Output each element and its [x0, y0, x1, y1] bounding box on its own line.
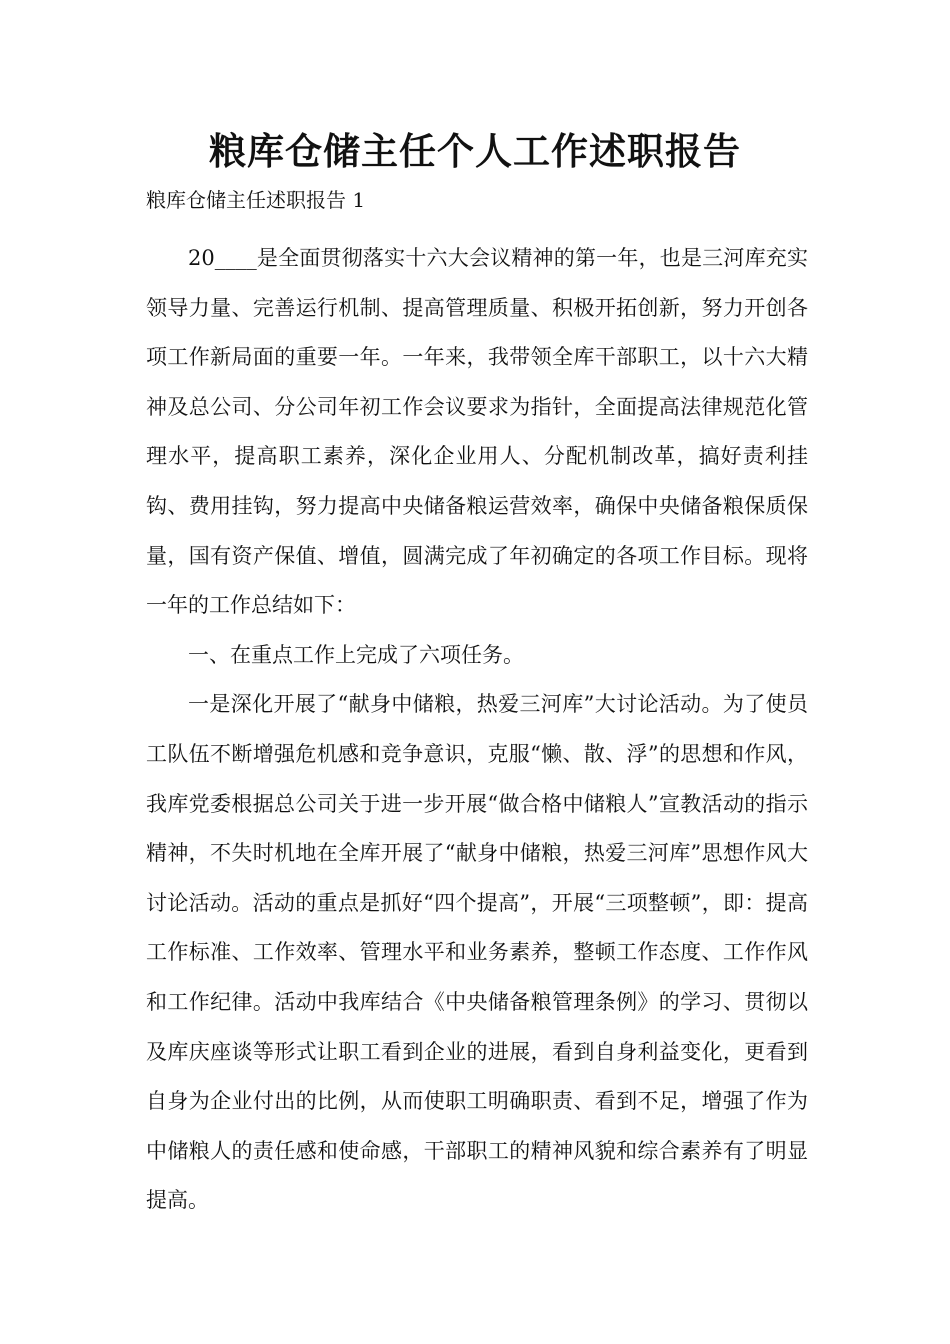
document-subtitle: 粮库仓储主任述职报告 1	[146, 188, 366, 212]
document-body	[146, 234, 808, 1226]
document-title: 粮库仓储主任个人工作述职报告	[209, 130, 741, 173]
paragraph-section-heading: 一、在重点工作上完成了六项任务。	[188, 642, 524, 667]
paragraph-intro: 20____是全面贯彻落实十六大会议精神的第一年，也是三河库充实领导力量、完善运行机制、提高管理质量、积极开拓创新，努力开创各项工作新局面的重要一年。一年来，我带领全库干部职工，以十六大精神及总公司、分公司年初工作会议要求为指针，全面提高法律规范化管理水平，提高职工素养，深化企业用人、分配机制改革，搞好责利挂钩、费用挂钩，努力提高中央储备粮运营效率，确保中央储备粮保质保量，国有资产保值、增值，圆满完成了年初确定的各项工作目标。现将一年的工作总结如下：	[146, 246, 808, 618]
paragraph-task-one: 一是深化开展了“献身中储粮，热爱三河库”大讨论活动。为了使员工队伍不断增强危机感和竞争意识，克服“懒、散、浮”的思想和作风，我库党委根据总公司关于进一步开展“做合格中储粮人”宣教活动的指示精神，不失时机地在全库开展了“献身中储粮，热爱三河库”思想作风大讨论活动。活动的重点是抓好“四个提高”，开展“三项整顿”，即：提高工作标准、工作效率、管理水平和业务素养，整顿工作态度、工作作风和工作纪律。活动中我库结合《中央储备粮管理条例》的学习、贯彻以及库庆座谈等形式让职工看到企业的进展，看到自身利益变化，更看到自身为企业付出的比例，从而使职工明确职责、看到不足，增强了作为中储粮人的责任感和使命感，干部职工的精神风貌和综合素养有了明显提高。	[146, 692, 808, 1213]
